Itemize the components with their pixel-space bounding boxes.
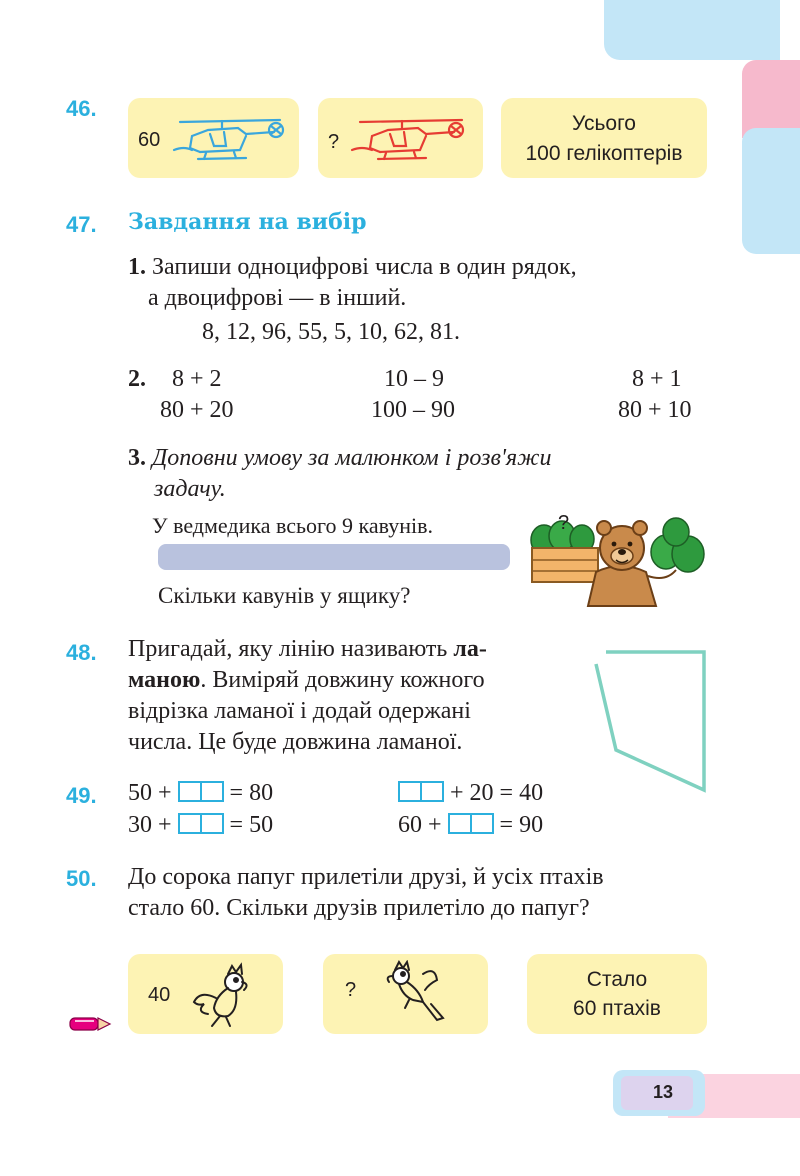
task2-r2c1: 80 + 20 bbox=[160, 397, 234, 423]
ex48-number: 48. bbox=[66, 640, 97, 665]
ex48-line3: відрізка ламаної і додай одержані bbox=[128, 698, 471, 724]
task1-line1: Запиши одноцифрові числа в один рядок, bbox=[152, 254, 577, 280]
ex48-line1-a: Пригадай, яку лінію називають bbox=[128, 636, 454, 662]
ex49-r1-left bbox=[128, 778, 273, 809]
answer-boxes[interactable] bbox=[178, 781, 224, 802]
ex50-box-known bbox=[128, 954, 283, 1034]
ex50-text bbox=[128, 862, 728, 924]
ex49-r1-right bbox=[398, 778, 543, 809]
ex50-number: 50. bbox=[66, 866, 97, 891]
task3-condition: У ведмедика всього 9 кавунів. bbox=[152, 513, 434, 538]
ex47-title: Завдання на вибір bbox=[128, 209, 367, 235]
task1-line2: а двоцифрові — в інший. bbox=[148, 285, 407, 311]
helicopter-red-icon bbox=[346, 112, 474, 164]
ex46-total-line1: Усього bbox=[572, 112, 636, 135]
eq4-right: = 90 bbox=[493, 812, 544, 838]
ex47-task1 bbox=[128, 252, 728, 348]
ex47-task3 bbox=[128, 443, 728, 505]
ex50-total-line1: Стало bbox=[586, 968, 648, 991]
ex48-line2-a: маною bbox=[128, 667, 201, 693]
ex47-number: 47. bbox=[66, 212, 97, 237]
task2-r2c2: 100 – 90 bbox=[371, 397, 455, 423]
task3-number: 3. bbox=[128, 445, 146, 471]
ex50-line2: стало 60. Скільки друзів прилетіло до папуг? bbox=[128, 895, 590, 921]
bird-flying-icon bbox=[379, 960, 463, 1030]
page-number-tab bbox=[613, 1070, 705, 1116]
task2-r2c3: 80 + 10 bbox=[618, 397, 692, 423]
pencil-icon bbox=[68, 1014, 112, 1034]
ex50-box-unknown bbox=[323, 954, 488, 1034]
page-number: 13 bbox=[652, 1082, 674, 1102]
task2-r1c2: 10 – 9 bbox=[384, 366, 444, 392]
ex48-text bbox=[128, 634, 588, 758]
task1-numbers: 8, 12, 96, 55, 5, 10, 62, 81. bbox=[202, 319, 460, 345]
polyline-figure bbox=[590, 640, 720, 800]
bear-box-question-mark: ? bbox=[558, 512, 570, 534]
ex46-box1-value: 60 bbox=[138, 129, 161, 151]
answer-bar bbox=[158, 544, 510, 570]
helicopter-blue-icon bbox=[170, 112, 292, 164]
bear-with-watermelons-picture bbox=[526, 510, 712, 610]
task3-question: Скільки кавунів у ящику? bbox=[158, 583, 411, 608]
parrot-icon bbox=[186, 962, 256, 1028]
task3-line2: задачу. bbox=[154, 476, 226, 502]
eq3-left: 30 + bbox=[128, 812, 178, 838]
ex50-box2-value: ? bbox=[345, 979, 357, 1001]
ex49-r2-left bbox=[128, 810, 273, 841]
ex46-box-total bbox=[501, 98, 707, 178]
ex46-number: 46. bbox=[66, 96, 97, 121]
ex49-r2-right bbox=[398, 810, 543, 841]
ex46-total-line2: 100 гелікоптерів bbox=[525, 142, 683, 165]
eq2-right: + 20 = 40 bbox=[444, 780, 544, 806]
ex48-line2-b: . Виміряй довжину кожного bbox=[200, 667, 485, 693]
eq1-right: = 80 bbox=[223, 780, 274, 806]
eq1-left: 50 + bbox=[128, 780, 178, 806]
ex50-box-total bbox=[527, 954, 707, 1034]
ex46-box-unknown bbox=[318, 98, 483, 178]
ex50-line1: До сорока папуг прилетіли друзі, й усіх птахів bbox=[128, 864, 604, 890]
task2-r1c1: 8 + 2 bbox=[172, 366, 222, 392]
answer-boxes[interactable] bbox=[398, 781, 444, 802]
ex46-box2-value: ? bbox=[328, 131, 340, 153]
corner-tab-blue bbox=[604, 0, 780, 60]
side-tab-blue bbox=[742, 128, 800, 254]
task1-number: 1. bbox=[128, 254, 146, 280]
answer-boxes[interactable] bbox=[178, 813, 224, 834]
ex48-line1-b: ла- bbox=[453, 636, 487, 662]
task3-line1: Доповни умову за малюнком і розв'яжи bbox=[152, 445, 552, 471]
eq3-right: = 50 bbox=[223, 812, 274, 838]
side-tab-pink bbox=[742, 60, 800, 138]
ex48-line4: числа. Це буде довжина ламаної. bbox=[128, 729, 463, 755]
ex46-box-known bbox=[128, 98, 299, 178]
eq4-left: 60 + bbox=[398, 812, 448, 838]
ex50-box1-value: 40 bbox=[148, 984, 171, 1006]
task2-r1c3: 8 + 1 bbox=[632, 366, 682, 392]
ex50-total-line2: 60 птахів bbox=[573, 997, 661, 1020]
ex49-number: 49. bbox=[66, 783, 97, 808]
answer-boxes[interactable] bbox=[448, 813, 494, 834]
task2-number: 2. bbox=[128, 366, 146, 392]
